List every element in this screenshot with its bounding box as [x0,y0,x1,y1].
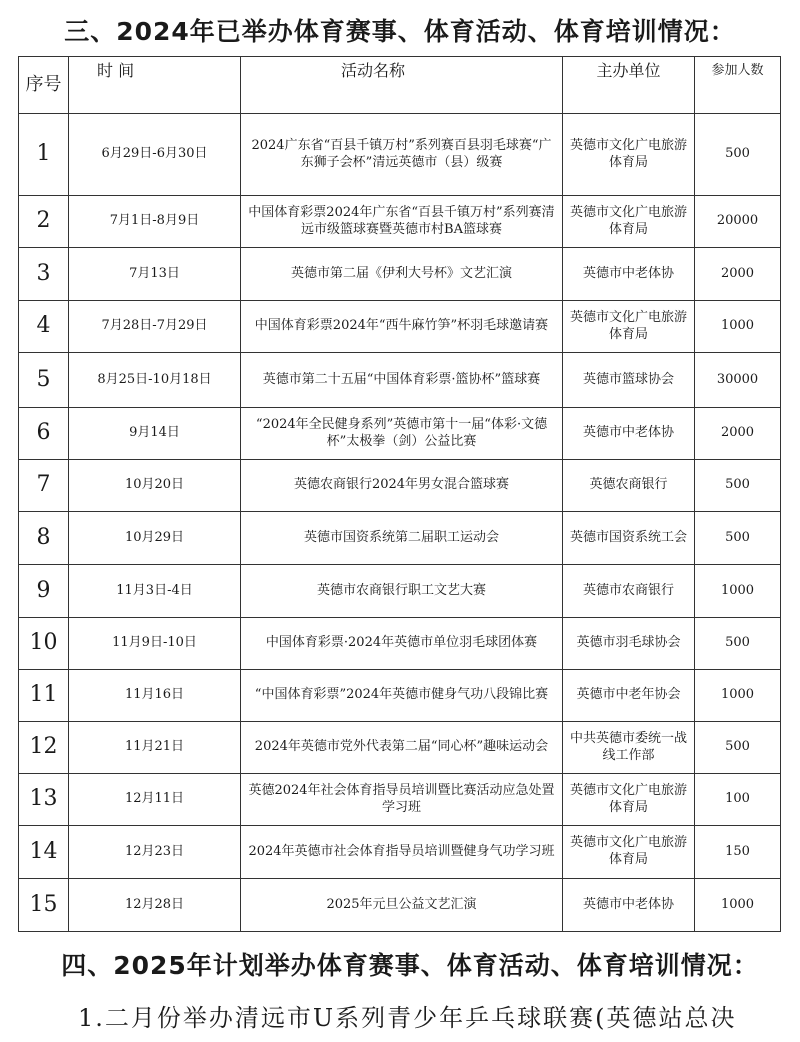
cell-activity-name: 英德市第二十五届“中国体育彩票·篮协杯”篮球赛 [241,353,563,408]
cell-time: 7月1日-8月9日 [69,196,241,248]
cell-seq: 12 [19,722,69,774]
cell-time: 10月29日 [69,512,241,565]
cell-organizer: 英德农商银行 [563,460,695,512]
cell-organizer: 英德市中老体协 [563,879,695,932]
table-row [19,114,781,196]
cell-time: 11月16日 [69,670,241,722]
cell-participants: 500 [695,512,781,565]
table-row [19,353,781,408]
header-activity-name: 活动名称 [241,57,563,114]
cell-seq: 13 [19,774,69,826]
cell-participants: 1000 [695,565,781,618]
events-table [18,56,781,932]
cell-participants: 2000 [695,408,781,460]
cell-time: 7月13日 [69,248,241,301]
cell-seq: 1 [19,114,69,196]
cell-activity-name: “中国体育彩票”2024年英德市健身气功八段锦比赛 [241,670,563,722]
cell-participants: 150 [695,826,781,879]
table-row [19,722,781,774]
cell-participants: 500 [695,618,781,670]
cell-organizer: 英德市文化广电旅游体育局 [563,826,695,879]
header-organizer: 主办单位 [563,57,695,114]
cell-activity-name: 英德农商银行2024年男女混合篮球赛 [241,460,563,512]
cell-activity-name: 2024广东省“百县千镇万村”系列赛百县羽毛球赛“广东狮子会杯”清远英德市（县）级赛 [241,114,563,196]
header-time: 时 间 [69,57,241,114]
cell-seq: 2 [19,196,69,248]
cell-activity-name: 2024年英德市党外代表第二届“同心杯”趣味运动会 [241,722,563,774]
table-header-row [19,57,781,114]
cell-seq: 14 [19,826,69,879]
table-row [19,826,781,879]
table-row [19,248,781,301]
table-row [19,670,781,722]
cell-activity-name: 英德市第二届《伊利大号杯》文艺汇演 [241,248,563,301]
cell-time: 7月28日-7月29日 [69,301,241,353]
cell-seq: 9 [19,565,69,618]
section-3-heading: 三、2024年已举办体育赛事、体育活动、体育培训情况： [64,17,736,46]
table-row [19,565,781,618]
table-row [19,460,781,512]
cell-activity-name: 中国体育彩票2024年广东省“百县千镇万村”系列赛清远市级篮球赛暨英德市村BA篮球赛 [241,196,563,248]
cell-participants: 2000 [695,248,781,301]
cell-time: 11月3日-4日 [69,565,241,618]
cell-time: 12月23日 [69,826,241,879]
cell-activity-name: 中国体育彩票·2024年英德市单位羽毛球团体赛 [241,618,563,670]
cell-organizer: 英德市中老体协 [563,248,695,301]
cell-seq: 8 [19,512,69,565]
cell-time: 9月14日 [69,408,241,460]
cell-organizer: 英德市文化广电旅游体育局 [563,196,695,248]
cell-organizer: 英德市文化广电旅游体育局 [563,114,695,196]
cell-activity-name: 英德市农商银行职工文艺大赛 [241,565,563,618]
cell-organizer: 英德市文化广电旅游体育局 [563,301,695,353]
cell-activity-name: 2024年英德市社会体育指导员培训暨健身气功学习班 [241,826,563,879]
cell-activity-name: 2025年元旦公益文艺汇演 [241,879,563,932]
table-row [19,512,781,565]
cell-organizer: 英德市国资系统工会 [563,512,695,565]
cell-time: 6月29日-6月30日 [69,114,241,196]
cell-organizer: 英德市农商银行 [563,565,695,618]
cell-activity-name: “2024年全民健身系列”英德市第十一届“体彩·文德杯”太极拳（剑）公益比赛 [241,408,563,460]
cell-seq: 15 [19,879,69,932]
cell-time: 8月25日-10月18日 [69,353,241,408]
cell-time: 12月28日 [69,879,241,932]
cell-participants: 500 [695,722,781,774]
cell-participants: 1000 [695,879,781,932]
section-4-heading: 四、2025年计划举办体育赛事、体育活动、体育培训情况： [61,951,759,980]
header-seq: 序号 [19,57,69,114]
cell-participants: 500 [695,460,781,512]
cell-participants: 30000 [695,353,781,408]
cell-seq: 10 [19,618,69,670]
section-4-item-1: 1.二月份举办清远市U系列青少年乒乓球联赛(英德站总决 [78,1004,737,1032]
table-row [19,301,781,353]
cell-activity-name: 英德2024年社会体育指导员培训暨比赛活动应急处置学习班 [241,774,563,826]
cell-organizer: 英德市中老年协会 [563,670,695,722]
cell-seq: 11 [19,670,69,722]
cell-organizer: 中共英德市委统一战线工作部 [563,722,695,774]
cell-organizer: 英德市羽毛球协会 [563,618,695,670]
cell-activity-name: 中国体育彩票2024年“西牛麻竹笋”杯羽毛球邀请赛 [241,301,563,353]
table-row [19,196,781,248]
cell-seq: 6 [19,408,69,460]
table-row [19,408,781,460]
table-row [19,879,781,932]
table-row [19,618,781,670]
cell-seq: 5 [19,353,69,408]
cell-organizer: 英德市篮球协会 [563,353,695,408]
cell-organizer: 英德市文化广电旅游体育局 [563,774,695,826]
cell-participants: 500 [695,114,781,196]
cell-organizer: 英德市中老体协 [563,408,695,460]
cell-participants: 100 [695,774,781,826]
cell-activity-name: 英德市国资系统第二届职工运动会 [241,512,563,565]
cell-seq: 4 [19,301,69,353]
cell-time: 12月11日 [69,774,241,826]
cell-time: 11月9日-10日 [69,618,241,670]
cell-seq: 7 [19,460,69,512]
header-participants: 参加人数 [695,57,781,114]
cell-participants: 1000 [695,670,781,722]
cell-participants: 20000 [695,196,781,248]
cell-seq: 3 [19,248,69,301]
cell-time: 10月20日 [69,460,241,512]
cell-time: 11月21日 [69,722,241,774]
table-row [19,774,781,826]
cell-participants: 1000 [695,301,781,353]
